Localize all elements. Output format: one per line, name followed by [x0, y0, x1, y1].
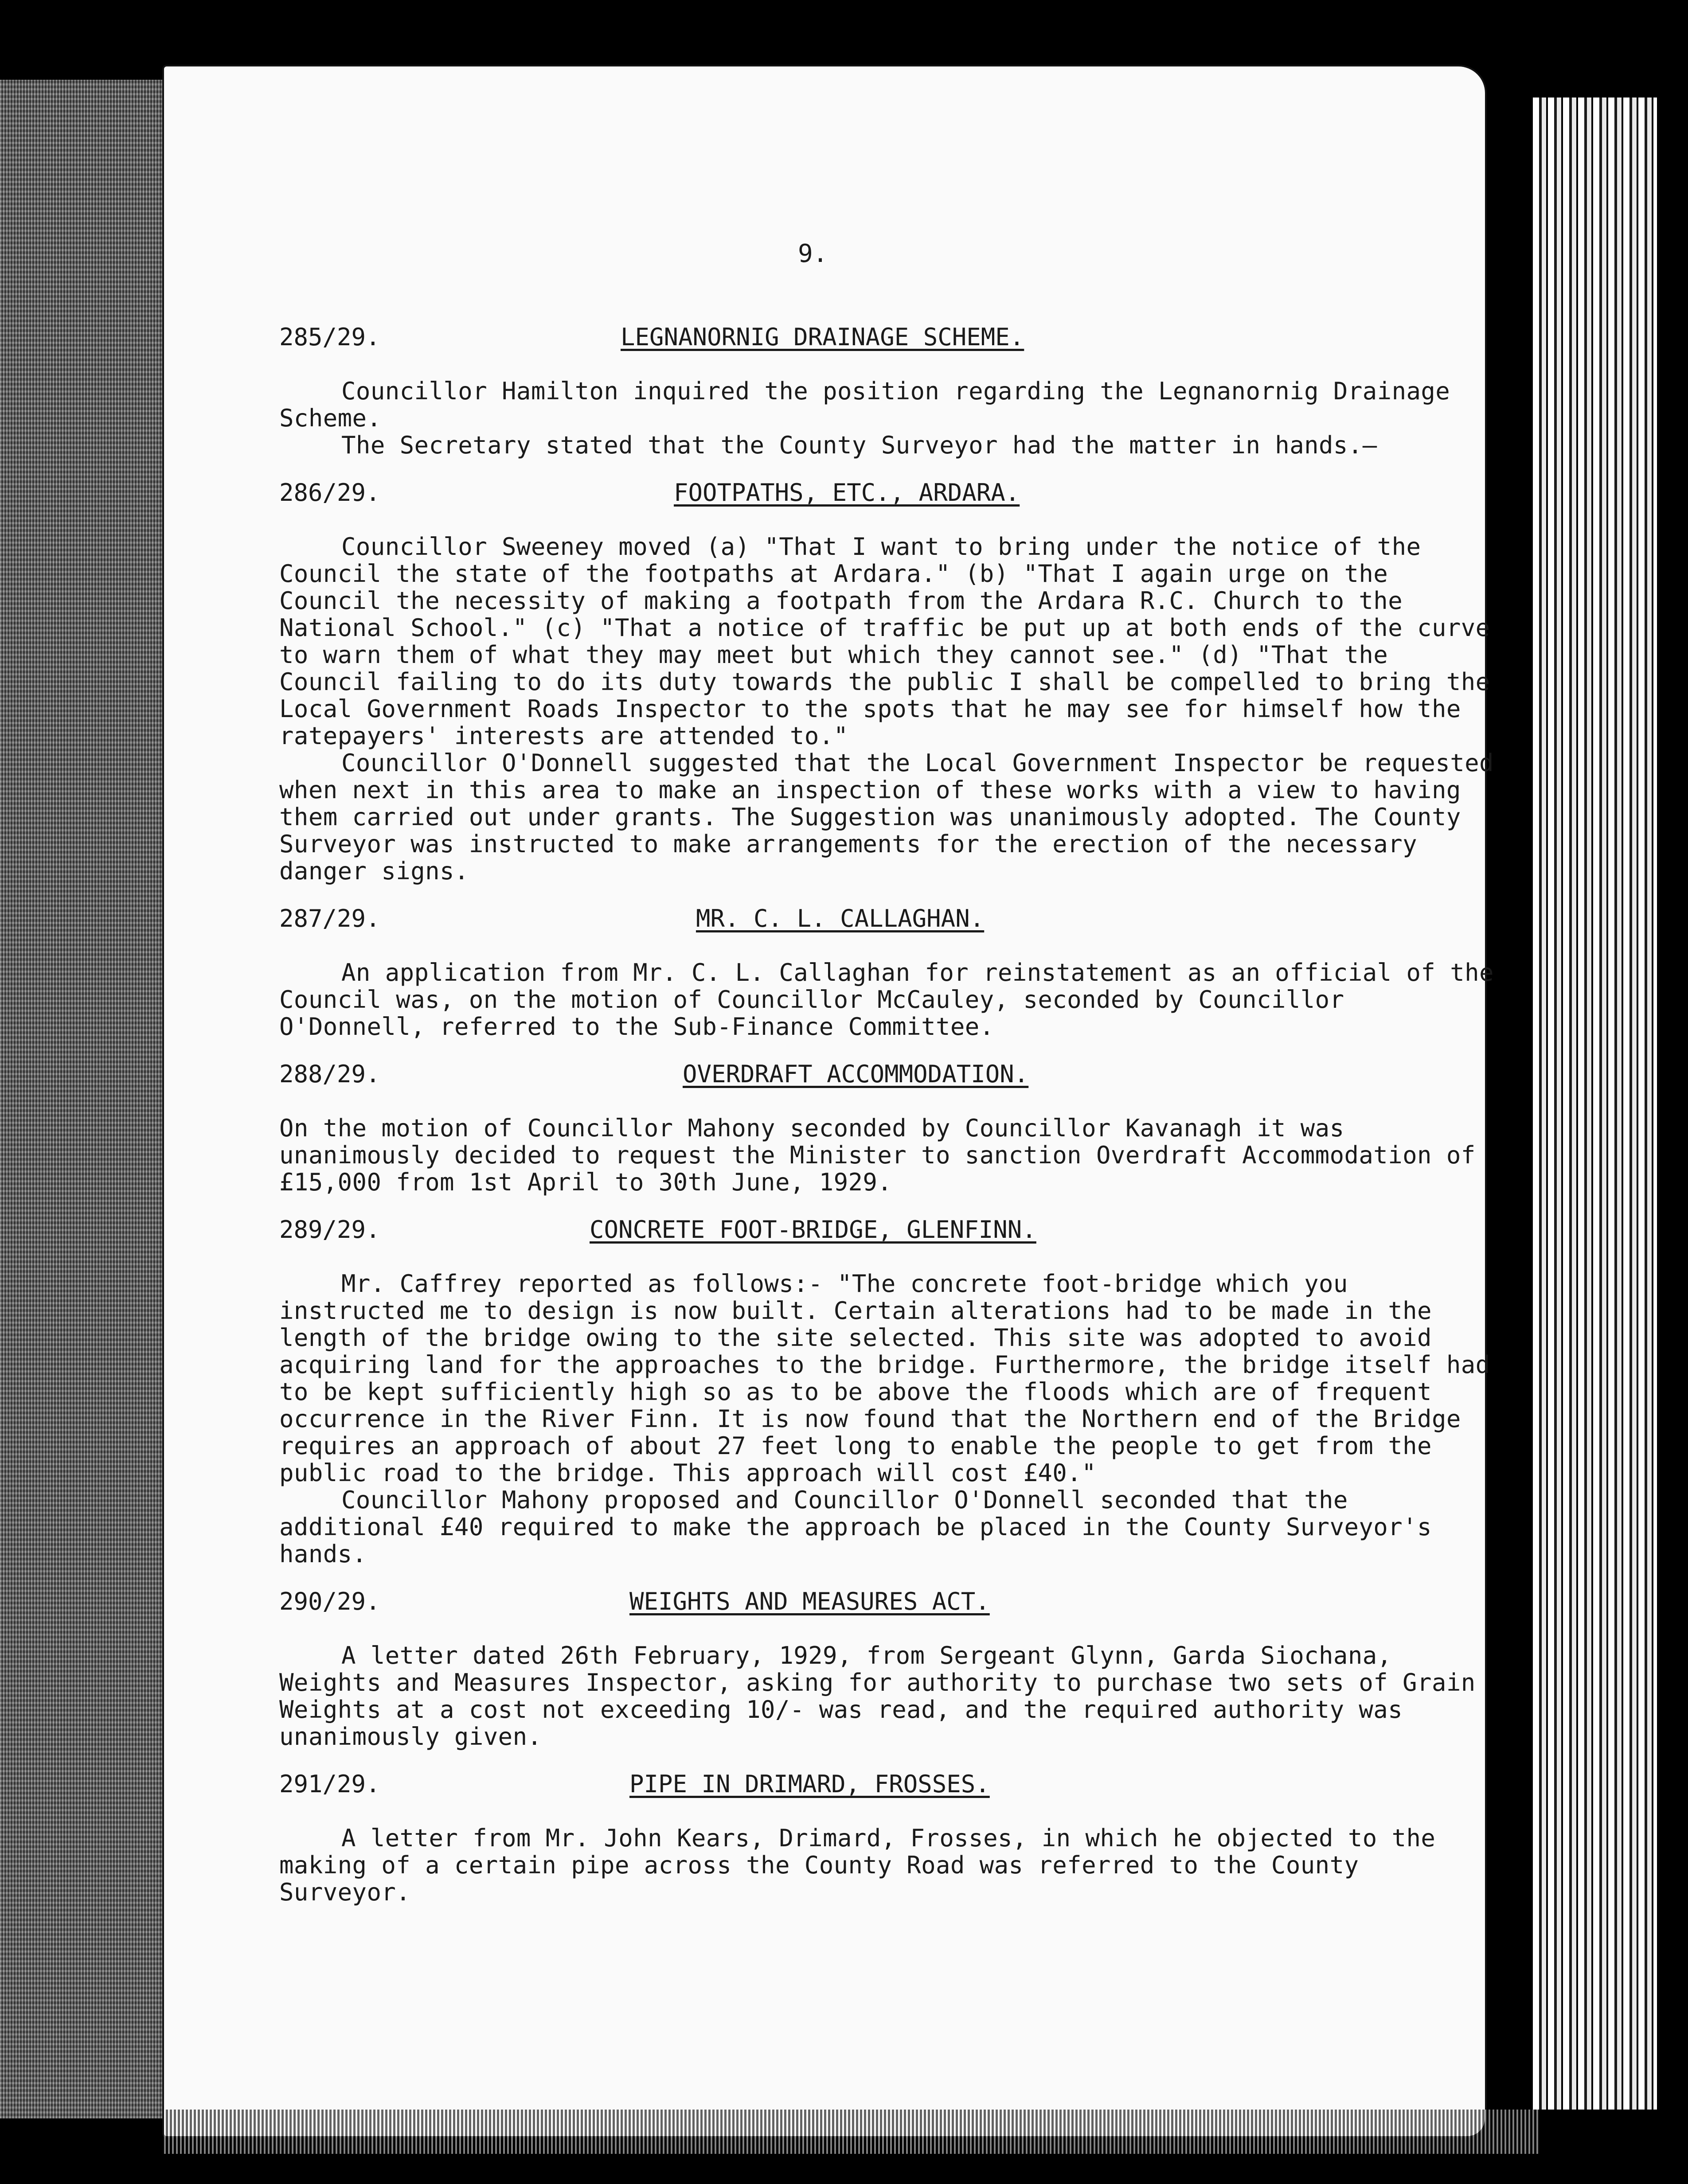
- minute-paragraph: The Secretary stated that the County Surveyor had the matter in hands.—: [341, 431, 1377, 459]
- minute-heading: [279, 324, 1494, 355]
- scan-noise: [164, 2110, 1538, 2154]
- minute-title: PIPE IN DRIMARD, FROSSES.: [629, 1770, 990, 1798]
- minute-289: [279, 1216, 1505, 1568]
- minute-title: FOOTPATHS, ETC., ARDARA.: [674, 479, 1020, 507]
- minute-paragraph: Councillor O'Donnell suggested that the Local Government Inspector be requested when next in this area to make an inspection of these works with a view to having them carried out under grants. The Suggestion was unanimously adopted. The County Surveyor was instructed to make arrangements for the erection of the necessary danger signs.: [279, 749, 1508, 885]
- minute-paragraph: Mr. Caffrey reported as follows:- "The concrete foot-bridge which you instructed me to design is now built. Certain alterations had to be made in the length of the bridge owing to the site selected. This site was adopted to avoid acquiring land for the approaches to the bridge. Furthermore, the bridge itself had to be kept sufficiently high so as to be above the floods which are of frequent occurrence in the River Finn. It is now found that the Northern end of the Bridge requires an approach of about 27 feet long to enable the people to get from the public road to the bridge. This approach will cost £40.": [279, 1270, 1505, 1487]
- minute-number: 287/29.: [279, 905, 380, 932]
- minute-290: [279, 1588, 1494, 1750]
- minute-heading: [279, 905, 1494, 936]
- minute-heading: [279, 1061, 1494, 1092]
- minute-number: 289/29.: [279, 1216, 380, 1244]
- minute-287: [279, 905, 1508, 1041]
- minute-paragraph: On the motion of Councillor Mahony seconded by Councillor Kavanagh it was unanimously decided to request the Minister to sanction Overdraft Accommodation of £15,000 from 1st April to 30th June, 1929.: [279, 1114, 1490, 1196]
- minute-paragraph: A letter dated 26th February, 1929, from Sergeant Glynn, Garda Siochana, Weights and Measures Inspector, asking for authority to purchase two sets of Grain Weights at a cost not exceeding 10/- was read, and the required authority was unanimously given.: [279, 1642, 1490, 1751]
- minute-heading: [279, 1216, 1494, 1247]
- minute-number: 285/29.: [279, 323, 380, 351]
- page-number: 9.: [798, 239, 828, 268]
- minute-paragraph: A letter from Mr. John Kears, Drimard, Frosses, in which he objected to the making of a certain pipe across the County Road was referred to the County Surveyor.: [279, 1824, 1450, 1906]
- minute-number: 286/29.: [279, 479, 380, 507]
- minute-number: 288/29.: [279, 1060, 380, 1088]
- page-stack-edge: [1530, 98, 1657, 2110]
- minute-heading: [279, 479, 1494, 510]
- minute-title: CONCRETE FOOT-BRIDGE, GLENFINN.: [590, 1216, 1036, 1244]
- minute-paragraph: Councillor Hamilton inquired the position regarding the Legnanornig Drainage Scheme.: [279, 377, 1465, 432]
- minute-paragraph: An application from Mr. C. L. Callaghan for reinstatement as an official of the Council was, on the motion of Councillor McCauley, seconded by Councillor O'Donnell, referred to the Sub-Finance Committee.: [279, 959, 1508, 1041]
- minute-paragraph: Councillor Sweeney moved (a) "That I want to bring under the notice of the Council the state of the footpaths at Ardara." (b) "That I again urge on the Council the necessity of making a footpath from the Ardara R.C. Church to the National School." (c) "That a notice of traffic be put up at both ends of the curve to warn them of what they may meet but which they cannot see." (d) "That the Council failing to do its duty towards the public I shall be compelled to bring the Local Government Roads Inspector to the spots that he may see for himself how the ratepayers' interests are attended to.": [279, 533, 1505, 750]
- minute-286: [279, 479, 1508, 885]
- minute-heading: [279, 1588, 1494, 1619]
- minute-number: 290/29.: [279, 1587, 380, 1615]
- minute-paragraph: Councillor Mahony proposed and Councillor O'Donnell seconded that the additional £40 required to make the approach be placed in the County Surveyor's hands.: [279, 1486, 1446, 1568]
- document-body: [279, 239, 1508, 1906]
- minute-title: MR. C. L. CALLAGHAN.: [696, 905, 985, 932]
- minute-288: [279, 1061, 1494, 1196]
- minute-number: 291/29.: [279, 1770, 380, 1798]
- minute-title: LEGNANORNIG DRAINAGE SCHEME.: [621, 323, 1024, 351]
- minute-heading: [279, 1771, 1494, 1802]
- minute-291: [279, 1771, 1494, 1906]
- minute-title: OVERDRAFT ACCOMMODATION.: [683, 1060, 1029, 1088]
- minute-title: WEIGHTS AND MEASURES ACT.: [629, 1587, 990, 1615]
- binding-edge: [0, 80, 164, 2118]
- minute-285: [279, 324, 1494, 459]
